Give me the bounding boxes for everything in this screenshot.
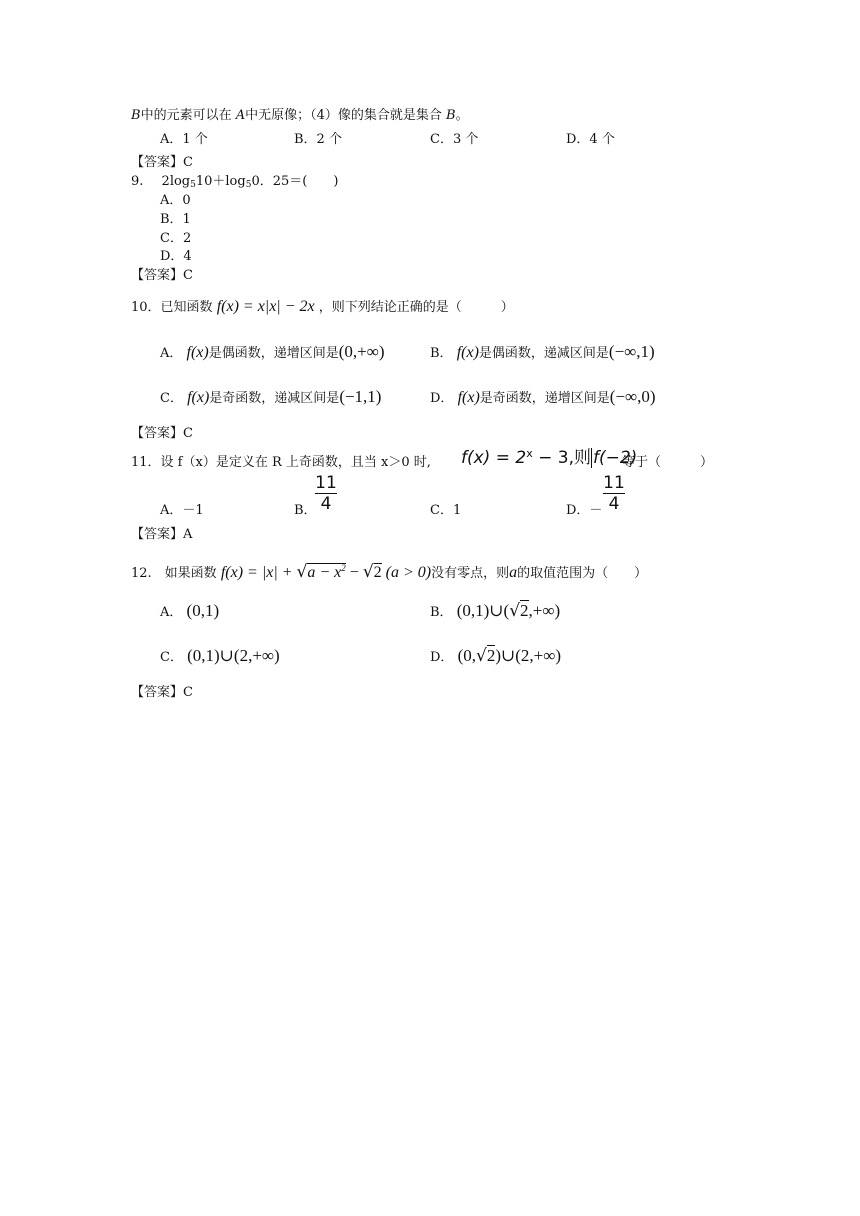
- q12-opt-b-radical: √: [509, 601, 521, 621]
- q12-stem: [131, 558, 647, 584]
- q12-stem-a: a: [509, 564, 518, 581]
- q11-stem-tail: 等于（ ）: [622, 455, 714, 470]
- q11-formula-b: − 3,则: [532, 448, 591, 468]
- q12-formula-minus: −: [345, 564, 363, 581]
- q11-formula: [461, 443, 637, 469]
- q11-option-b-fraction: [315, 474, 337, 513]
- q11-option-d-fraction: [603, 474, 625, 513]
- q8-option-a: A．1 个: [160, 132, 208, 147]
- q12-condition: (a > 0): [381, 564, 432, 581]
- q10-opt-d-label: D．: [430, 391, 454, 406]
- q9-expr-b: 10＋log: [195, 174, 246, 189]
- q9-sub-2: 5: [245, 180, 252, 190]
- q10-opt-a-fx: f(x): [186, 344, 209, 361]
- q8-option-c: C．3 个: [430, 132, 479, 147]
- q10-opt-b-text: 是偶函数，递减区间是: [478, 346, 609, 361]
- q12-sqrt2: 2: [373, 564, 382, 581]
- q10-opt-d-interval: (−∞,0): [609, 387, 656, 406]
- q10-opt-b-interval: (−∞,1): [608, 342, 655, 361]
- q12-opt-b-sqrt: 2: [520, 601, 529, 620]
- q11-option-a: A．－1: [160, 503, 204, 518]
- q8-set-a: A: [235, 108, 246, 123]
- q10-option-d: [430, 387, 656, 409]
- q12-opt-c-label: C．: [160, 650, 183, 665]
- q12-stem-prefix: 12. 如果函数: [131, 566, 217, 581]
- q12-opt-c-expr: (0,1)∪(2,+∞): [187, 646, 280, 665]
- q12-option-b: [430, 600, 560, 624]
- q9-option-b: B．1: [160, 212, 191, 227]
- q12-radicand-sup: 2: [341, 563, 346, 573]
- q9-option-a: A．0: [160, 193, 191, 208]
- q12-formula-f: f(x) = |x| +: [220, 564, 297, 581]
- q12-stem-mid: 没有零点，则: [431, 566, 510, 581]
- q10-opt-b-fx: f(x): [456, 344, 479, 361]
- q11-stem: 11．设 f（x）是定义在 R 上奇函数，且当 x＞0 时,: [131, 455, 431, 470]
- q9-stem: [131, 174, 338, 193]
- q9-answer: 【答案】C: [131, 268, 193, 283]
- q12-opt-b-expr-a: (0,1)∪(: [456, 601, 510, 620]
- q12-radical-sign: √: [296, 562, 308, 582]
- q10-opt-a-label: A．: [160, 346, 183, 361]
- q8-text-3: 。: [455, 108, 469, 123]
- q12-option-c: [160, 645, 280, 669]
- q10-stem-suffix: ，则下列结论正确的是（ ）: [318, 300, 514, 315]
- q11-formula-sup: x: [526, 447, 533, 460]
- q12-opt-a-label: A．: [160, 605, 183, 620]
- q12-opt-d-label: D．: [430, 650, 454, 665]
- q11-formula-a: f(x) = 2: [461, 448, 527, 468]
- q8-set-b: B: [131, 108, 141, 123]
- q12-stem-suffix: 的取值范围为（ ）: [517, 566, 648, 581]
- q11-option-b-label: B．: [294, 503, 317, 518]
- q8-set-b-2: B: [446, 108, 456, 123]
- q12-option-a: [160, 600, 219, 624]
- q8-continuation-line: [131, 108, 469, 124]
- q11-opt-d-denominator: 4: [608, 494, 620, 514]
- q9-option-d: D．4: [160, 249, 192, 264]
- q9-expr-a: 2log: [161, 174, 191, 189]
- q10-opt-b-label: B．: [430, 346, 453, 361]
- q9-number: 9.: [131, 174, 144, 189]
- q10-opt-d-text: 是奇函数，递增区间是: [479, 391, 610, 406]
- q10-option-b: [430, 342, 655, 364]
- q12-opt-d-expr-a: (0,: [457, 646, 476, 665]
- q10-option-c: [160, 387, 381, 409]
- q8-option-d: D．4 个: [566, 132, 615, 147]
- q11-option-d-label: D．－: [566, 503, 603, 518]
- q8-text-1: 中的元素可以在: [140, 108, 232, 123]
- q9-expr-c: 0．25＝( ): [251, 174, 339, 189]
- q12-radical-sign-2: √: [362, 562, 374, 582]
- q11-opt-d-numerator: 11: [603, 473, 625, 493]
- q11-opt-b-denominator: 4: [320, 494, 332, 514]
- q11-opt-b-numerator: 11: [315, 473, 337, 493]
- q12-opt-d-radical: √: [476, 646, 487, 666]
- q11-answer: 【答案】A: [131, 527, 193, 542]
- q8-text-2: 中无原像；（4）像的集合就是集合: [245, 108, 442, 123]
- q10-answer: 【答案】C: [131, 426, 193, 441]
- q10-stem-prefix: 10．已知函数: [131, 300, 213, 315]
- q10-option-a: [160, 342, 385, 364]
- q11-formula-c: f(−2): [592, 448, 638, 468]
- q10-opt-d-fx: f(x): [457, 389, 480, 406]
- q10-opt-a-interval: (0,+∞): [338, 342, 385, 361]
- q12-radicand-text: a − x: [307, 564, 342, 581]
- q12-radicand: [307, 563, 345, 581]
- q8-answer: 【答案】C: [131, 155, 193, 170]
- q9-option-c: C．2: [160, 231, 192, 246]
- q12-answer: 【答案】C: [131, 685, 193, 700]
- q10-opt-a-text: 是偶函数，递增区间是: [208, 346, 339, 361]
- q12-opt-b-label: B．: [430, 605, 453, 620]
- q10-opt-c-interval: (−1,1): [339, 387, 382, 406]
- q12-opt-a-expr: (0,1): [186, 601, 220, 620]
- q9-sub-1: 5: [190, 180, 196, 190]
- q12-opt-b-expr-b: ,+∞): [528, 601, 561, 620]
- q12-opt-d-sqrt: 2: [486, 646, 496, 665]
- q11-option-c: C．1: [430, 503, 462, 518]
- q10-opt-c-label: C．: [160, 391, 183, 406]
- q10-stem-formula: f(x) = x|x| − 2x: [216, 298, 315, 315]
- q10-stem: [131, 297, 514, 318]
- q12-opt-d-expr-b: )∪(2,+∞): [495, 646, 562, 665]
- q8-option-b: B．2 个: [294, 132, 342, 147]
- q10-opt-c-fx: f(x): [187, 389, 210, 406]
- q12-option-d: [430, 645, 561, 669]
- q10-opt-c-text: 是奇函数，递减区间是: [209, 391, 340, 406]
